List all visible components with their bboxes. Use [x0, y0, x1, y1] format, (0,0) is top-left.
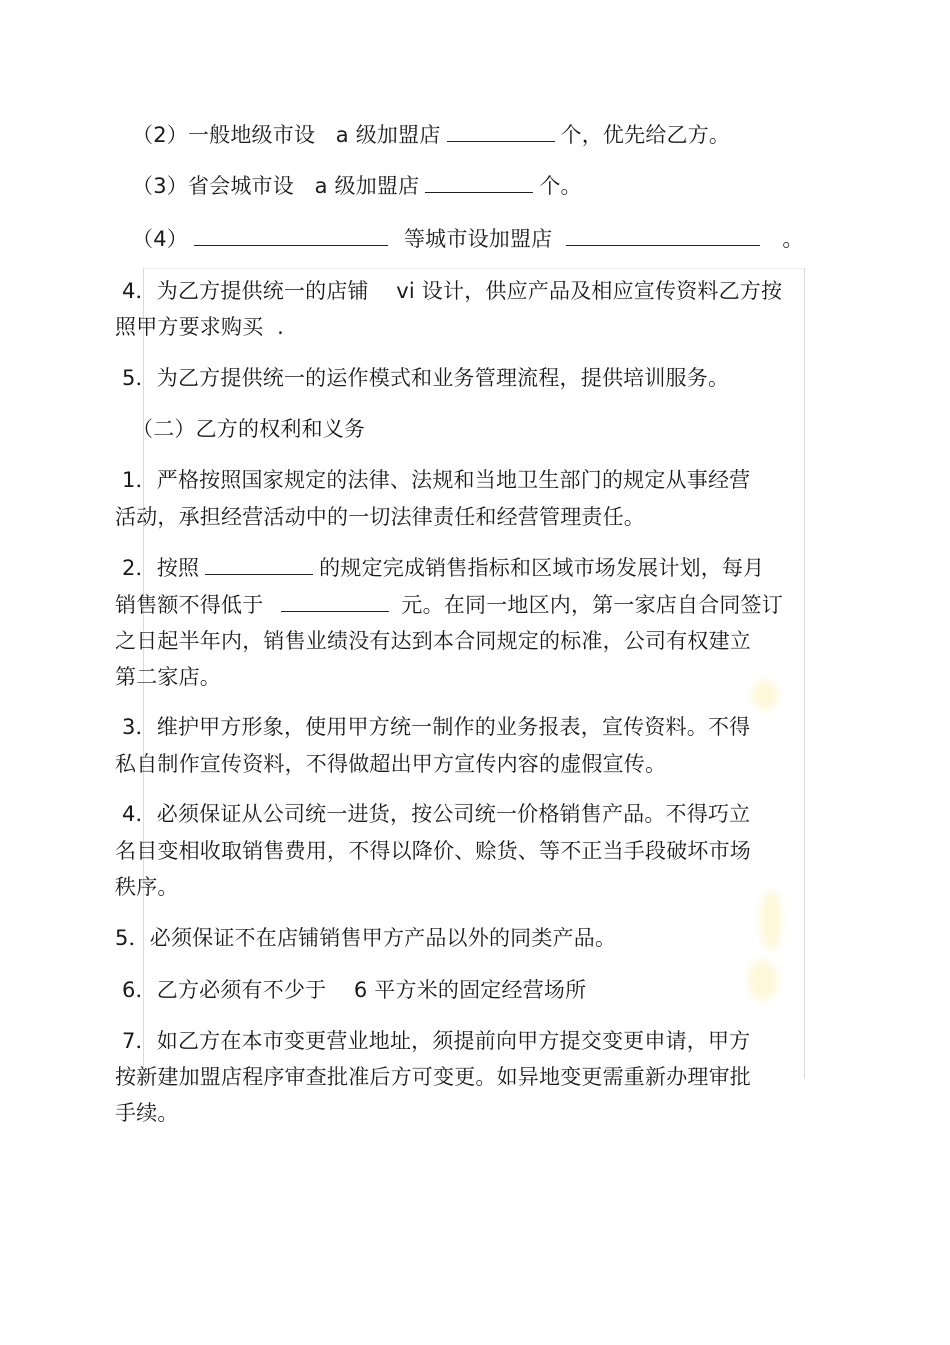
clause-line: 私自制作宣传资料，不得做超出甲方宣传内容的虚假宣传。 [115, 752, 667, 776]
clause-line: 照甲方要求购买 . [115, 315, 285, 339]
clause-line: 4．为乙方提供统一的店铺 vi 设计，供应产品及相应宣传资料乙方按 [122, 279, 783, 303]
clause-line: （3）省会城市设 a 级加盟店 个。 [132, 174, 582, 198]
fill-blank[interactable] [447, 123, 555, 142]
clause-line: 4．必须保证从公司统一进货，按公司统一价格销售产品。不得巧立 [122, 802, 751, 826]
clause-line: 6．乙方必须有不少于 6 平方米的固定经营场所 [122, 978, 587, 1002]
fill-blank[interactable] [281, 593, 389, 612]
clause-line: 1．严格按照国家规定的法律、法规和当地卫生部门的规定从事经营 [122, 468, 751, 492]
clause-line: 7．如乙方在本市变更营业地址，须提前向甲方提交变更申请，甲方 [122, 1029, 751, 1053]
clause-line: 之日起半年内，销售业绩没有达到本合同规定的标准，公司有权建立 [115, 629, 751, 653]
fill-blank[interactable] [205, 556, 313, 575]
clause-line: 5．为乙方提供统一的运作模式和业务管理流程，提供培训服务。 [122, 366, 730, 390]
clause-line: 第二家店。 [115, 665, 221, 689]
clause-line: 2．按照 的规定完成销售指标和区域市场发展计划，每月 [122, 556, 765, 580]
paper-stain [748, 960, 778, 1000]
clause-line: 活动，承担经营活动中的一切法律责任和经营管理责任。 [115, 505, 645, 529]
clause-line: 手续。 [115, 1101, 179, 1125]
paper-stain [760, 890, 782, 950]
fill-blank[interactable] [194, 227, 388, 246]
fill-blank[interactable] [425, 174, 533, 193]
clause-line: 销售额不得低于 元。在同一地区内，第一家店自合同签订 [115, 593, 784, 617]
paper-stain [752, 680, 778, 710]
section-heading: （二）乙方的权利和义务 [132, 417, 366, 441]
clause-line: （2）一般地级市设 a 级加盟店 个，优先给乙方。 [132, 123, 731, 147]
clause-line: （4） 等城市设加盟店 。 [132, 227, 804, 251]
clause-line: 名目变相收取销售费用，不得以降价、赊货、等不正当手段破坏市场 [115, 839, 751, 863]
clause-line: 5．必须保证不在店铺销售甲方产品以外的同类产品。 [115, 926, 617, 950]
clause-line: 3．维护甲方形象，使用甲方统一制作的业务报表，宣传资料。不得 [122, 715, 751, 739]
clause-line: 按新建加盟店程序审查批准后方可变更。如异地变更需重新办理审批 [115, 1065, 751, 1089]
fill-blank[interactable] [566, 227, 760, 246]
clause-line: 秩序。 [115, 875, 179, 899]
